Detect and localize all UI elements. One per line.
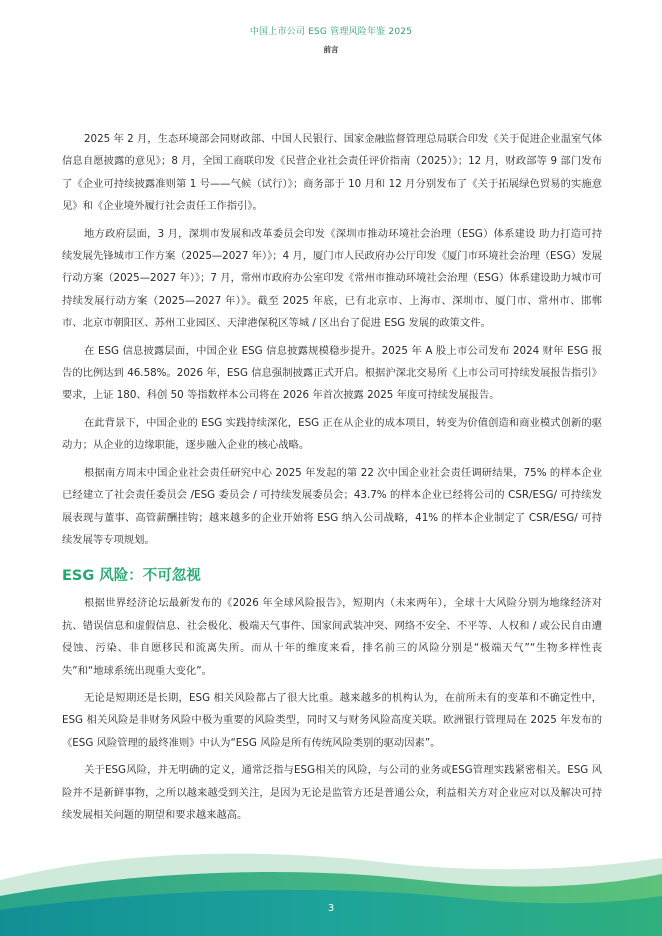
section-heading: ESG 风险：不可忽视 — [62, 568, 201, 585]
page-header — [0, 24, 662, 55]
paragraph: 根据世界经济论坛最新发布的《2026 年全球风险报告》，短期内（未来两年），全球十大风险分别为地缘经济对抗、错误信息和虚假信息、社会极化、极端天气事件、国家间武装冲突、网络不安全、不平等、人权和 / 或公民自由遭侵蚀、污染、非自愿移民和流离失所。而从十年的维度来看，排名前三的风险分别是“极端天气”“生物多样性丧失”和“地球系统出现重大变化”。 — [62, 597, 602, 677]
paragraph: 在此背景下，中国企业的 ESG 实践持续深化，ESG 正在从企业的成本项目，转变为价值创造和商业模式创新的驱动力；从企业的边缘职能，逐步融入企业的核心战略。 — [62, 416, 602, 452]
paragraph: 在 ESG 信息披露层面，中国企业 ESG 信息披露规模稳步提升。2025 年 A 股上市公司发布 2024 财年 ESG 报告的比例达到 46.58%。2026 年，ESG 信息强制披露正式开启。根据沪深北交易所《上市公司可持续发展报告指引》要求，上证 180、科创 50 等指数样本公司将在 2026 年首次披露 2025 年度可持续发展报告。 — [62, 344, 602, 402]
report-title: 中国上市公司 ESG 管理风险年鉴 2025 — [249, 27, 413, 37]
page-number: 3 — [327, 903, 335, 914]
footer-wave-decoration — [0, 840, 662, 936]
paragraph: 根据南方周末中国企业社会责任研究中心 2025 年发起的第 22 次中国企业社会责任调研结果，75% 的样本企业已经建立了社会责任委员会 /ESG 委员会 / 可持续发展委员会；43.7% 的样本企业已经将公司的 CSR/ESG/ 可持续发展表现与董事、高管薪酬挂钩；越来越多的企业开始将 ESG 纳入公司战略，41% 的样本企业制定了 CSR/ESG/ 可持续发展等专项规划。 — [62, 466, 602, 546]
paragraph: 2025 年 2 月，生态环境部会同财政部、中国人民银行、国家金融监督管理总局联合印发《关于促进企业温室气体信息自愿披露的意见》；8 月，全国工商联印发《民营企业社会责任评价指南（2025）》；12 月，财政部等 9 部门发布了《企业可持续披露准则第 1 号——气候（试行）》；商务部于 10 月和 12 月分别发布了《关于拓展绿色贸易的实施意见》和《企业境外履行社会责任工作指引》。 — [62, 133, 602, 213]
paragraph: 关于ESG风险，并无明确的定义，通常泛指与ESG相关的风险，与公司的业务或ESG管理实践紧密相关。ESG 风险并不是新鲜事物，之所以越来越受到关注，是因为无论是监管方还是普通公众，利益相关方对企业应对以及解决可持续发展相关问题的期望和要求越来越高。 — [62, 764, 602, 821]
page-content — [62, 128, 602, 831]
section-subtitle: 前言 — [323, 45, 339, 54]
wave-graphic — [0, 840, 662, 936]
paragraph: 无论是短期还是长期，ESG 相关风险都占了很大比重。越来越多的机构认为，在前所未有的变革和不确定性中，ESG 相关风险是非财务风险中极为重要的风险类型，同时又与财务风险高度关联。欧洲银行管理局在 2025 年发布的《ESG 风险管理的最终准则》中认为“ESG 风险是所有传统风险类别的驱动因素”。 — [62, 691, 602, 749]
paragraph: 地方政府层面，3 月，深圳市发展和改革委员会印发《深圳市推动环境社会治理（ESG）体系建设 助力打造可持续发展先锋城市工作方案（2025—2027 年）》；4 月，厦门市人民政府办公厅印发《厦门市环境社会治理（ESG）发展行动方案（2025—2027 年）》；7 月，常州市政府办公室印发《常州市推动环境社会治理（ESG）体系建设助力城市可持续发展行动方案（2025—2027 年）》。截至 2025 年底，已有北京市、上海市、深圳市、厦门市、常州市、邯郸市、北京市朝阳区、苏州工业园区、天津港保税区等城 / 区出台了促进 ESG 发展的政策文件。 — [62, 227, 602, 330]
